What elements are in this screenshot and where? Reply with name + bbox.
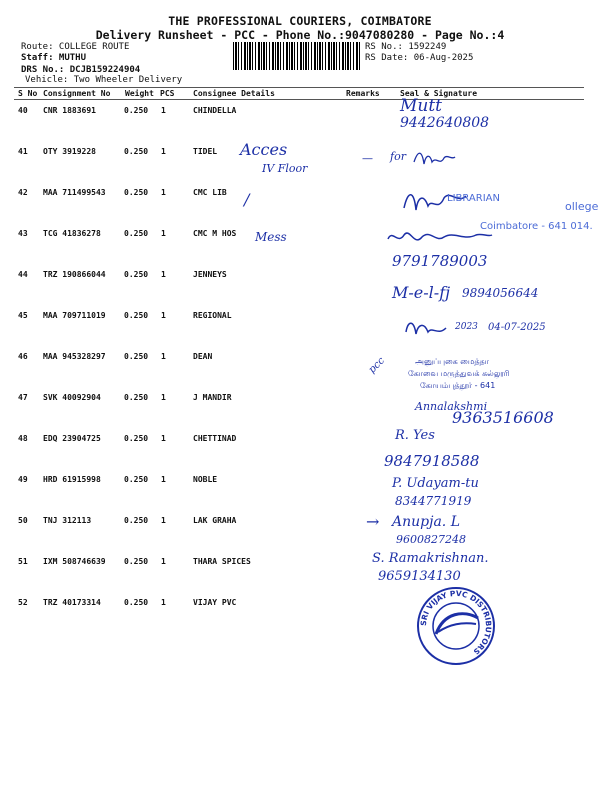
cell-sno: 47 [18, 393, 28, 402]
cell-sno: 42 [18, 188, 28, 197]
cell-consignment-no: TNJ 312113 [43, 516, 92, 525]
cell-consignee: CHINDELLA [193, 106, 237, 115]
cell-consignment-no: MAA 711499543 [43, 188, 106, 197]
table-row [14, 551, 584, 592]
stamp-text: LIBRARIAN [447, 193, 500, 204]
cell-consignment-no: CNR 1883691 [43, 106, 96, 115]
cell-consignee: CHETTINAD [193, 434, 237, 443]
handwritten-mark: — [362, 152, 373, 165]
handwritten-mark: pcc [366, 355, 387, 376]
barcode [233, 42, 361, 70]
cell-consignment-no: OTY 3919228 [43, 147, 96, 156]
cell-weight: 0.250 [124, 352, 149, 361]
cell-consignee: DEAN [193, 352, 213, 361]
col-header-weight: Weight [125, 89, 154, 98]
handwritten-phone: 9600827248 [396, 533, 466, 546]
handwritten-remark: Acces [240, 140, 288, 159]
cell-pcs: 1 [161, 106, 166, 115]
cell-weight: 0.250 [124, 393, 149, 402]
cell-consignee: CMC LIB [193, 188, 227, 197]
cell-consignee: CMC M HOS [193, 229, 237, 238]
cell-weight: 0.250 [124, 557, 149, 566]
cell-pcs: 1 [161, 557, 166, 566]
rs-number: RS No.: 1592249 [365, 42, 447, 52]
handwritten-name: Anupja. L [392, 514, 460, 530]
cell-sno: 40 [18, 106, 28, 115]
stamp-text: Coimbatore - 641 014. [480, 221, 593, 232]
cell-sno: 50 [18, 516, 28, 525]
company-title: THE PROFESSIONAL COURIERS, COIMBATORE [168, 14, 432, 28]
cell-pcs: 1 [161, 352, 166, 361]
seal-ring-text: SRI VIJAY PVC DISTRIBUTORS [418, 588, 494, 657]
col-header-consignee: Consignee Details [193, 89, 275, 98]
cell-pcs: 1 [161, 229, 166, 238]
runsheet-subtitle: Delivery Runsheet - PCC - Phone No.:9047080280 - Page No.:4 [95, 28, 505, 42]
cell-weight: 0.250 [124, 147, 149, 156]
header-top-rule [14, 87, 584, 88]
cell-consignee: REGIONAL [193, 311, 232, 320]
signature-scribble [412, 148, 457, 170]
handwritten-phone: 9659134130 [378, 569, 461, 584]
table-row [14, 510, 584, 551]
handwritten-mark: / [244, 190, 250, 209]
staff-label: Staff: MUTHU [21, 53, 87, 63]
cell-pcs: 1 [161, 147, 166, 156]
cell-sno: 52 [18, 598, 28, 607]
cell-weight: 0.250 [124, 598, 149, 607]
cell-consignee: J MANDIR [193, 393, 232, 402]
cell-pcs: 1 [161, 516, 166, 525]
handwritten-name: S. Ramakrishnan. [372, 551, 489, 566]
handwritten-date: 04-07-2025 [488, 322, 546, 333]
col-header-signature: Seal & Signature [400, 89, 478, 98]
cell-consignee: LAK GRAHA [193, 516, 237, 525]
cell-consignment-no: HRD 61915998 [43, 475, 101, 484]
handwritten-remark: IV Floor [262, 162, 308, 175]
cell-consignment-no: IXM 508746639 [43, 557, 106, 566]
handwritten-arrow: → [366, 512, 380, 531]
vehicle-label: Vehicle: Two Wheeler Delivery [25, 75, 183, 85]
table-row [14, 469, 584, 510]
cell-sno: 44 [18, 270, 28, 279]
cell-consignment-no: TRZ 190866044 [43, 270, 106, 279]
table-row [14, 592, 584, 633]
stamp-text: கோயம்புத்தூர் - 641 [420, 381, 496, 390]
cell-pcs: 1 [161, 270, 166, 279]
round-seal-stamp [414, 584, 498, 668]
signature-scribble [384, 225, 494, 253]
handwritten-signature: Annalakshmi [415, 400, 488, 413]
handwritten-signature: for [390, 150, 406, 163]
cell-consignment-no: TCG 41836278 [43, 229, 101, 238]
cell-sno: 46 [18, 352, 28, 361]
cell-pcs: 1 [161, 434, 166, 443]
stamp-text: ollege [565, 200, 599, 213]
table-row [14, 100, 584, 141]
cell-weight: 0.250 [124, 270, 149, 279]
cell-weight: 0.250 [124, 311, 149, 320]
handwritten-phone: 9894056644 [462, 286, 539, 300]
handwritten-signature: 2023 [455, 322, 478, 332]
stamp-text: கோவை மருத்துவக் கல்லூரி [408, 369, 510, 378]
handwritten-phone: 9847918588 [384, 452, 480, 470]
cell-weight: 0.250 [124, 229, 149, 238]
stamp-text: அனுப்புகை மைத்தா [415, 357, 489, 366]
cell-consignment-no: SVK 40092904 [43, 393, 101, 402]
cell-consignment-no: EDQ 23904725 [43, 434, 101, 443]
cell-weight: 0.250 [124, 475, 149, 484]
cell-weight: 0.250 [124, 434, 149, 443]
col-header-remarks: Remarks [346, 89, 380, 98]
cell-consignee: NOBLE [193, 475, 218, 484]
cell-sno: 48 [18, 434, 28, 443]
rs-date: RS Date: 06-Aug-2025 [365, 53, 474, 63]
table-row [14, 428, 584, 469]
col-header-pcs: PCS [160, 89, 175, 98]
cell-sno: 45 [18, 311, 28, 320]
handwritten-name: P. Udayam-tu [392, 476, 479, 491]
cell-sno: 49 [18, 475, 28, 484]
cell-sno: 43 [18, 229, 28, 238]
cell-pcs: 1 [161, 598, 166, 607]
cell-consignee: THARA SPICES [193, 557, 251, 566]
handwritten-phone: 9442640808 [400, 115, 490, 131]
handwritten-phone: 9363516608 [452, 408, 554, 427]
cell-consignee: VIJAY PVC [193, 598, 237, 607]
handwritten-signature: Mutt [400, 96, 443, 116]
handwritten-phone: 9791789003 [392, 252, 488, 270]
handwritten-remark: Mess [255, 230, 287, 244]
drs-number: DRS No.: DCJB159224904 [21, 65, 141, 75]
cell-weight: 0.250 [124, 188, 149, 197]
handwritten-signature: R. Yes [395, 428, 435, 443]
cell-consignee: TIDEL [193, 147, 218, 156]
cell-consignment-no: MAA 945328297 [43, 352, 106, 361]
handwritten-phone: 8344771919 [395, 494, 472, 508]
cell-sno: 51 [18, 557, 28, 566]
cell-pcs: 1 [161, 393, 166, 402]
cell-consignee: JENNEYS [193, 270, 227, 279]
signature-scribble [402, 316, 452, 342]
cell-consignment-no: TRZ 40173314 [43, 598, 101, 607]
cell-sno: 41 [18, 147, 28, 156]
cell-pcs: 1 [161, 475, 166, 484]
cell-weight: 0.250 [124, 516, 149, 525]
cell-pcs: 1 [161, 188, 166, 197]
col-header-sno: S No [18, 89, 38, 98]
cell-pcs: 1 [161, 311, 166, 320]
cell-weight: 0.250 [124, 106, 149, 115]
route-label: Route: COLLEGE ROUTE [21, 42, 130, 52]
col-header-consignment: Consignment No [43, 89, 111, 98]
table-row [14, 346, 584, 387]
handwritten-signature: M-e-l-fj [392, 283, 451, 302]
cell-consignment-no: MAA 709711019 [43, 311, 106, 320]
